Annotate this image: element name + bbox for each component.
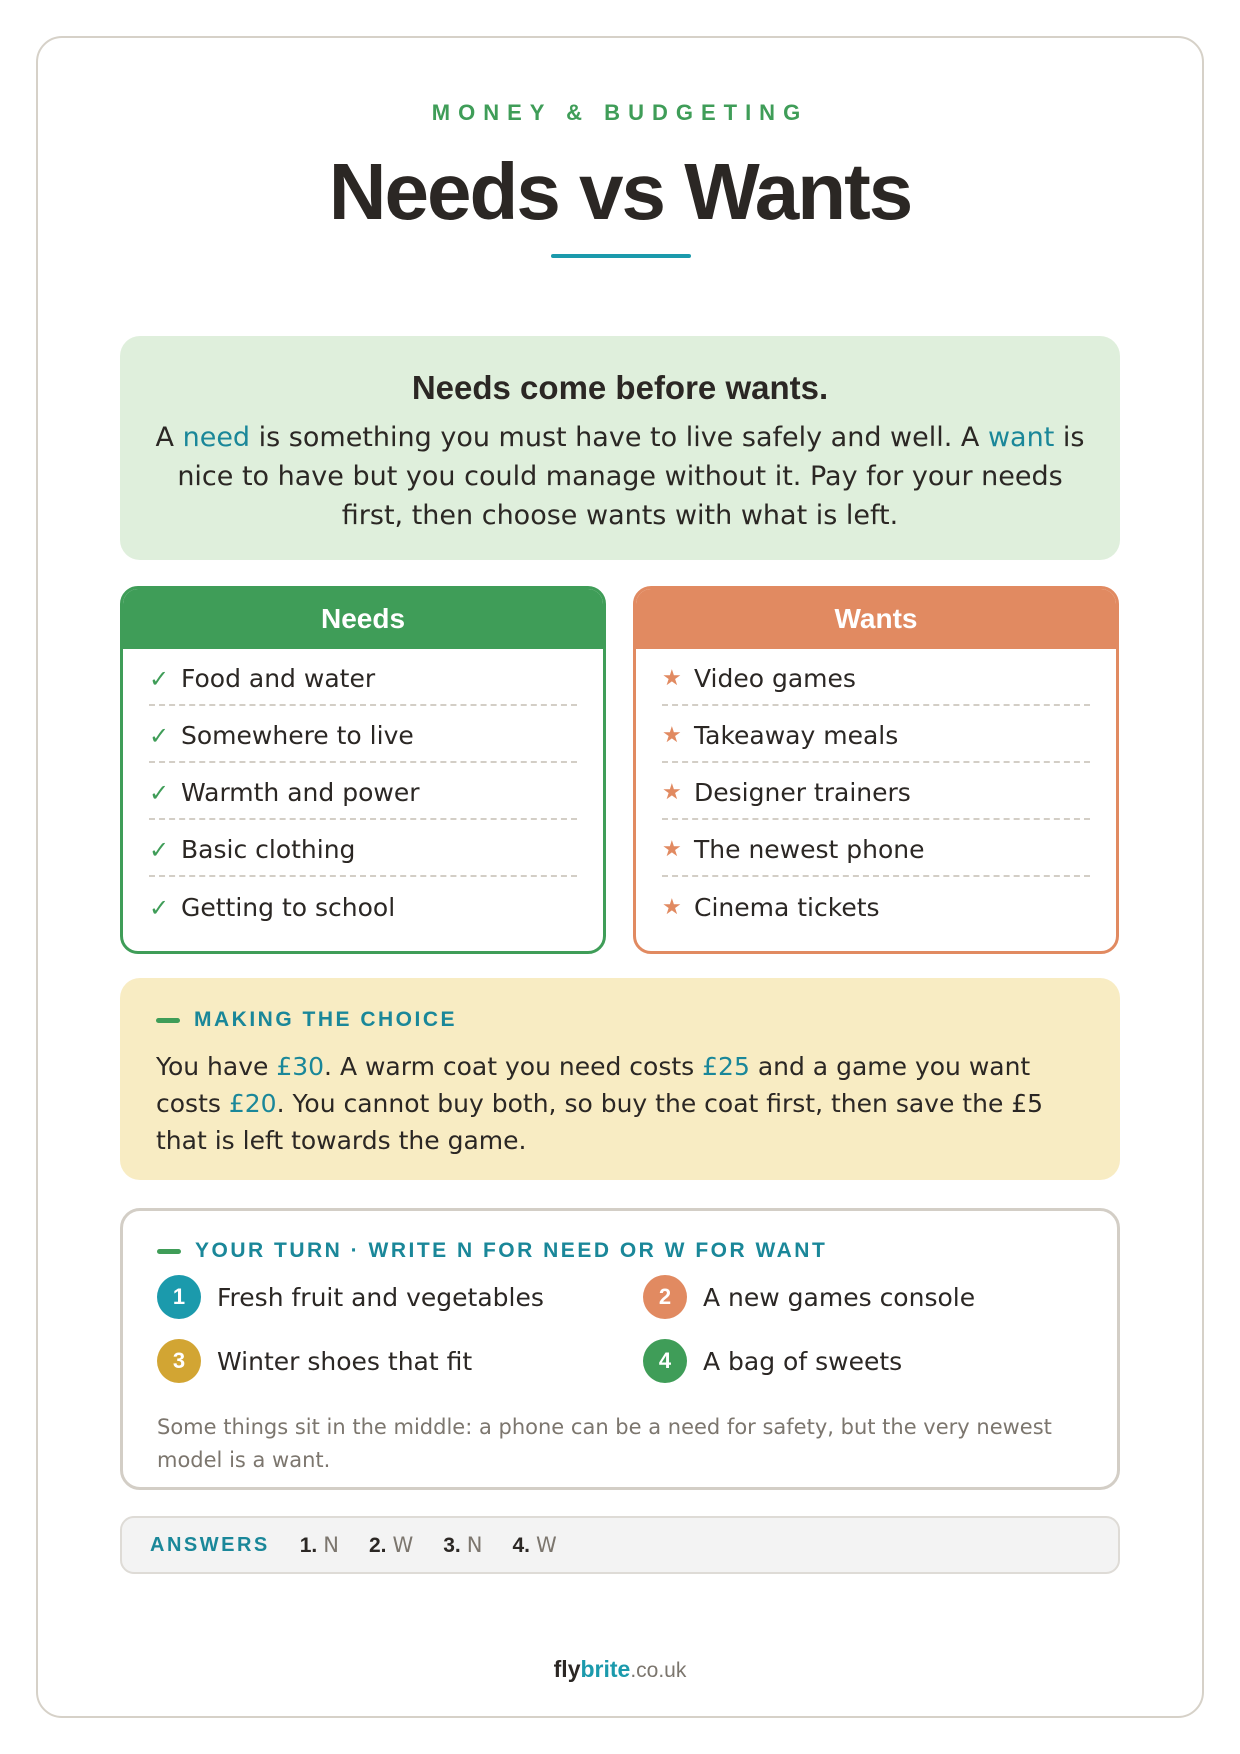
kicker: MONEY & BUDGETING [431,100,809,125]
wants-list [636,649,1116,934]
wants-heading: Wants [636,589,1116,649]
needs-item [149,649,577,706]
quiz-item [157,1273,544,1321]
making-choice-body [156,1048,1084,1159]
answer-item [300,1533,339,1558]
answer-item [369,1533,413,1558]
keyword-want: want [987,422,1055,453]
number-badge: 4 [643,1339,687,1383]
brand-part: brite [580,1656,631,1682]
keyword-need: need [182,422,251,453]
dash-icon [157,1249,181,1254]
number-badge: 2 [643,1275,687,1319]
answer-number: 4. [512,1533,530,1557]
choice-text: and a game you want costs [156,1052,1031,1118]
star-icon: ★ [662,895,682,920]
needs-item [149,763,577,820]
needs-item-label: Basic clothing [181,835,356,864]
quiz-item [643,1337,902,1385]
wants-card [633,586,1119,954]
making-choice-panel [120,978,1120,1180]
choice-text: You have [156,1052,277,1081]
intro-heading: Needs come before wants. [411,369,829,406]
check-icon: ✓ [149,665,170,693]
making-choice-title: MAKING THE CHOICE [194,1008,457,1031]
answer-number: 1. [299,1533,318,1557]
brand-logo [0,1656,1240,1683]
intro-text: is something you must have to live safely and well. A [250,422,988,453]
page-title: Needs vs Wants [328,147,912,236]
quiz-item [157,1337,472,1385]
needs-item-label: Getting to school [181,893,396,922]
intro-text: is nice to have but you could manage without it. Pay for your needs first, then choose wants with what is left. [177,422,1085,531]
answer-item [443,1533,482,1558]
answers-label: ANSWERS [150,1533,270,1556]
title-underline [551,254,691,258]
choice-text: . A warm coat you need costs [324,1052,703,1081]
number-badge: 3 [157,1339,201,1383]
intro-panel [120,336,1120,560]
quiz-grid [157,1273,1083,1405]
brand-part: fly [553,1656,581,1682]
your-turn-title: YOUR TURN · WRITE N FOR NEED OR W FOR WANT [195,1239,828,1262]
answer-number: 2. [368,1533,387,1557]
making-choice-label [156,1008,1084,1032]
star-icon: ★ [662,666,682,691]
quiz-item-text: A new games console [703,1282,976,1312]
intro-body [155,418,1085,535]
answer-value: N [466,1532,483,1557]
needs-item-label: Food and water [181,664,376,693]
needs-item [149,706,577,763]
quiz-item-text: Winter shoes that fit [217,1346,473,1376]
star-icon: ★ [662,780,682,805]
wants-item-label: Video games [694,664,856,693]
wants-item [662,877,1090,934]
answer-value: W [536,1532,557,1557]
wants-item [662,820,1090,877]
wants-item [662,649,1090,706]
wants-item-label: Takeaway meals [694,721,899,750]
amount-coat: £25 [702,1052,750,1081]
check-icon: ✓ [149,836,170,864]
wants-item [662,706,1090,763]
wants-item-label: Cinema tickets [694,893,880,922]
needs-item-label: Warmth and power [181,778,420,807]
choice-text: . You cannot buy both, so buy the coat first, then save the £5 that is left towards the game. [156,1089,1044,1155]
answer-value: W [392,1532,414,1557]
brand-domain: .co.uk [630,1659,687,1682]
needs-heading: Needs [123,589,603,649]
needs-list [123,649,603,934]
middle-ground-note: Some things sit in the middle: a phone can be a need for safety, but the very newest model is a want. [157,1415,1052,1472]
star-icon: ★ [662,837,682,862]
intro-text: A [155,422,183,453]
amount-game: £20 [228,1089,277,1118]
check-icon: ✓ [149,894,170,922]
needs-item [149,877,577,934]
dash-icon [156,1018,180,1023]
your-turn-label [157,1239,1083,1263]
check-icon: ✓ [149,722,170,750]
star-icon: ★ [662,723,682,748]
check-icon: ✓ [149,779,170,807]
wants-item-label: The newest phone [694,835,925,864]
your-turn-panel [120,1208,1120,1490]
wants-item [662,763,1090,820]
needs-item-label: Somewhere to live [181,721,414,750]
answer-item [512,1533,556,1558]
amount-budget: £30 [276,1052,325,1081]
quiz-item-text: Fresh fruit and vegetables [217,1282,544,1312]
answer-value: N [323,1532,339,1557]
quiz-item [643,1273,975,1321]
quiz-item-text: A bag of sweets [703,1346,903,1376]
needs-item [149,820,577,877]
needs-card [120,586,606,954]
answers-bar [120,1516,1120,1574]
answer-number: 3. [443,1533,461,1557]
wants-item-label: Designer trainers [694,778,911,807]
number-badge: 1 [157,1275,201,1319]
